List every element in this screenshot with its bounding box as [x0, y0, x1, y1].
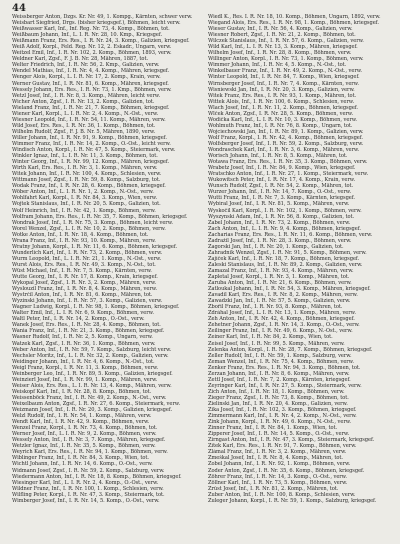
casualty-entry: Weissberger Anton, Dzgs. Kr. Nr. 49, 1. Kompg., Kärnten, schwer verw. — [12, 14, 193, 20]
casualty-entry: Weixelbaum Anton, Zgsf., I. R. Nr. 27, 6. Komp., Steiermark, verw. — [12, 401, 181, 407]
casualty-entry: Zavadil Karl, Ers. Res., I. R. Nr. 8, 2. Komp., Mähren, verw. — [208, 292, 358, 299]
casualty-entry: Wilhelm Rudolf, Zgsf., F. J. B. Nr. 5, Mähren, 1890, verw. — [12, 128, 156, 135]
casualty-entry: Welter Friedrich, Inf., I. R. Nr. 56, 2. Kmp., Galizien, verw. — [12, 62, 160, 69]
casualty-entry: Zobel Johann, Inf., I. R. Nr. 92, 1. Komp., Böhmen, verw. — [208, 461, 351, 468]
casualty-entry: Wilczek Stanislaus, Inf., I. R. Nr. 57, 6. Komp., Galizien, verw. — [208, 38, 364, 45]
casualty-entry: Winkler Ignaz, Inf., L. I. R. Nr. 11, 3. Komp., Böhmen, tot. — [12, 153, 158, 160]
casualty-entry: Wurm Leopold, Inf., L. I. R. Nr. 21, 1. Komp., N.-Öst., verw. — [12, 255, 162, 262]
casualty-entry: Zöllner Karl, Inf., I. R. Nr. 73, 5. Komp., Böhmen, verw. — [208, 479, 348, 486]
casualty-entry: Zoder Anton, Zgsf., I. R. Nr. 35, 6. Komp., Böhmen, kriegsgef. — [208, 467, 365, 474]
casualty-entry: Wildner Franz, Inf., I. R. Nr. 100, 1. Komp., Schlesien, verw. — [12, 485, 164, 492]
casualty-entry: Weigl Franz, Korpl., I. R. Nr. 11, 3. Komp., Böhmen, verw. — [12, 364, 159, 371]
casualty-entry: Zielinski Jan, Inf., I. R. Nr. 20, 4. Komp., Galizien, verw. — [208, 401, 348, 407]
casualty-entry: Wotawa Franz, Ers. Res., I. R. Nr. 35, 3. Komp., Böhmen, verw. — [208, 159, 368, 166]
casualty-entry: Wiesinger Karl, Inf., L. I. R. Nr. 2, 4. Komp., O.-Öst., verw. — [12, 479, 159, 486]
casualty-entry: Weizmann Josef, Inf., I. R. Nr. 20, 3. Komp., Galizien, kriegsgef. — [12, 407, 173, 414]
casualty-entry: Weidinger Johann, Inf., I. R. Nr. 4, 6. Komp., N.-Öst., tot. — [12, 358, 155, 365]
casualty-entry: Wunderlich Karl, Inf., I. R. Nr. 73, 2. Komp., Böhmen, verw. — [12, 249, 163, 256]
casualty-entry: Wyszynski Adam, Inf., I. R. Nr. 56, 8. Komp., Galizien, tot. — [208, 213, 355, 220]
casualty-entry: Wojtek Stanislaus, Inf., I. R. Nr. 20, 5. Komp., Galizien, tot. — [12, 201, 161, 208]
casualty-entry: Zeyringer Karl, Inf., I. R. Nr. 27, 5. Komp., Steiermark, verw. — [208, 382, 362, 389]
casualty-entry: Wohlfahrt Karl, Korpl., I. R. Nr. 84, 3. Komp., Wien, verw. — [12, 195, 158, 202]
casualty-entry: Zapletal Josef, Korpl., I. R. Nr. 3, 1. Komp., Mähren, tot. — [208, 274, 350, 281]
casualty-entry: Weyrich Karl, Ers. Res., I. R. Nr. 94, 1. Komp., Böhmen, verw. — [12, 449, 168, 456]
casualty-entry: Wiener Karl, Korpl., L. I. R. Nr. 2, 4. Komp., N.-Öst., verw. — [12, 110, 159, 117]
casualty-entry: Zeisel Josef, Inf., I. R. Nr. 99, 5. Komp., Mähren, verw. — [208, 340, 345, 347]
casualty-entry: Zimmermann Karl, Inf., I. R. Nr. 4, 2. Komp., N.-Öst., verw. — [208, 413, 357, 420]
casualty-entry: Zika Josef, Inf., I. R. Nr. 102, 3. Komp., Böhmen, kriegsgef. — [208, 407, 357, 414]
casualty-entry: Wukowitsch Peter, Inf., I. R. Nr. 17, 4. Komp., Krain, verw. — [208, 177, 356, 184]
casualty-entry: Wurzer Johann, Inf., I. R. Nr. 14, 7. Komp., O.-Öst., verw. — [208, 189, 352, 196]
casualty-entry: Wystrčil Anton, Inf., I. R. Nr. 81, 6. Komp., Mähren, tot. — [12, 292, 153, 299]
casualty-entry: Wilhelm Josef, Inf., I. R. Nr. 28, 8. Komp., Böhmen, verw. — [208, 50, 352, 57]
casualty-entry: Zipperer Josef, Inf., I. R. Nr. 14, 5. Komp., O.-Öst., verw. — [208, 431, 350, 438]
casualty-entry: Wagner Ludwig, Korpl., I. R. Nr. 98, 1. Komp., Böhmen, kriegsgef. — [12, 304, 180, 311]
casualty-entry: Witek Franz, Ers. Res., I. R. Nr. 93, 1. Komp., Mähren, tot. — [208, 92, 357, 99]
casualty-entry: Wessely Johann, Ers. Res., I. R. Nr. 73, 1. Kmp., Böhmen, verw. — [12, 86, 172, 93]
casualty-entry: Zettl Josef, Inf., I. R. Nr. 7, 2. Komp., Kärnten, kriegsgef. — [208, 376, 351, 383]
casualty-entry: Wild Josef, Ers. Res., I. R. Nr. 36, 1. Komp., Böhmen, tot. — [12, 122, 156, 129]
casualty-entry: Wittek Alois, Inf., I. R. Nr. 100, 6. Komp., Schlesien, verw. — [208, 98, 355, 105]
casualty-entry: Widmann Josef, Zgsf., I. R. Nr. 59, 2. Komp., Salzburg, verw. — [12, 467, 165, 474]
casualty-entry: Waltl Peter, Inf., I. R. Nr. 14, 2. Komp., O.-Öst., verw. — [12, 316, 145, 323]
casualty-entry: Wondrak Josef, Inf., I. R. Nr. 75, 3. Komp., Böhmen, leicht verw. — [12, 219, 173, 226]
casualty-entry: Zrůst Josef, Inf., I. R. Nr. 81, 2. Komp., Mähren, tot. — [208, 485, 339, 492]
casualty-entry: Zach Anton, Inf., L. I. R. Nr. 9, 4. Komp., Böhmen, kriegsgef. — [208, 225, 361, 232]
casualty-entry: Watzek Karl, Zgsf., I. R. Nr. 36, 1. Komp., Böhmen, verw. — [12, 340, 156, 347]
casualty-entry: Wania Franz, Inf., I. R. Nr. 21, 3. Komp., Böhmen, kriegsgef. — [12, 328, 165, 335]
casualty-entry: Zajíček Karl, Inf., I. R. Nr. 18, 7. Komp., Böhmen, kriegsgef. — [208, 255, 360, 262]
casualty-entry: Zuber Anton, Inf., I. R. Nr. 100, 8. Komp., Schlesien, verw. — [208, 491, 356, 498]
casualty-entry: Wutti Franz, Inf., I. R. Nr. 7, 3. Komp., Kärnten, kriegsgef. — [208, 195, 355, 202]
casualty-entry: Wendel Mathias, Inf., I. R. Nr. 4, 4. Komp., Mähren, kriegsgef. — [12, 68, 170, 75]
casualty-entry: Wurst Alois, Ers. Res., I. R. Nr. 49, 3. Komp., N.-Öst., tot. — [12, 261, 156, 268]
casualty-entry: Wittmann Josef, Zgsf., I. R. Nr. 59, 8. Komp., Salzburg, tot. — [12, 177, 161, 184]
casualty-entry: Wrana Franz, Inf., I. R. Nr. 93, 10. Komp., Mähren, verw. — [12, 237, 156, 244]
casualty-entry: Zeiner Karl, Inf., I. R. Nr. 84, 2. Komp., Wien, tot. — [208, 334, 333, 341]
casualty-entry: Zuleger Johann, Korpl., I. R. Nr. 59, 1. Komp., Salzburg, kriegsgef. — [208, 497, 377, 504]
casualty-entry: Zaruba Anton, Inf., I. R. Nr. 21, 6. Komp., Böhmen, verw. — [208, 280, 352, 287]
casualty-entry: Wolf Heinrich, Inf., I. R. Nr. 42, 1. Komp., Böhmen, verw. — [12, 207, 156, 214]
casualty-entry: Wicher Anton, Zgsf., I. R. Nr. 13, 2. Komp., Galizien, tot. — [12, 98, 155, 105]
casualty-entry: Wrabetz Josef, Inf., I. R. Nr. 84, 9. Komp., Wien, kriegsgef. — [208, 165, 356, 172]
page-number: 44 — [12, 3, 26, 14]
casualty-entry: Wiesner Leopold, Inf., I. R. Nr. 54, 11. Komp., Mähren, verw. — [12, 116, 166, 123]
casualty-entry: Wieland Franz, Inf., I. R. Nr. 21, 7. Komp., Böhmen, kriegsgef. — [12, 104, 170, 111]
casualty-entry: Weinzierl Josef, Inf., I. R. Nr. 99, 1. Komp., Mähren, verw. — [12, 376, 158, 383]
casualty-entry: Weldner Karl, Zgsf., F. J. B. Nr. 28, Mähren, 1887, tot. — [12, 56, 149, 63]
casualty-entry: Wojciechowski Jan, Inf., I. R. Nr. 89, 1. Komp., Galizien, verw. — [208, 128, 364, 135]
casualty-entry: Worisch Johann, Inf., I. R. Nr. 8, 5. Komp., Mähren, tot. — [208, 153, 348, 160]
casualty-entry: Willer Johann, Inf., I. R. Nr. 91, 9. Komp., Böhmen, kriegsgef. — [12, 134, 167, 141]
casualty-entry: Zatloukal Johann, Inf., I. R. Nr. 54, 3. Komp., Mähren, kriegsgef. — [208, 286, 371, 293]
casualty-entry: Wotke Anton, Inf., I. R. Nr. 18, 4. Komp., Böhmen, tot. — [12, 231, 149, 238]
casualty-entry: Zerzan Johann, Inf., I. R. Nr. 8, 6. Komp., Mähren, verw. — [208, 370, 350, 377]
casualty-entry: Zink Johann, Korpl., I. R. Nr. 49, 6. Komp., N.-Öst., verw. — [208, 419, 351, 426]
casualty-entry: Wyzinski Johann, Inf., I. R. Nr. 57, 3. Komp., Galizien, verw. — [12, 298, 163, 305]
casualty-entry: Wöber Anton, Inf., L. I. R. Nr. 1, 2. Komp., N.-Öst., verw. — [12, 189, 154, 196]
casualty-entry: Wirth Karl, Ers. Res., I. R. Nr. 3, 1. Komp., Mähren, verw. — [12, 165, 158, 172]
casualty-entry: Zehetner Johann, Zgsf., I. R. Nr. 14, 3. Komp., O.-Öst., verw. — [208, 322, 360, 329]
casualty-entry: Wodička Karl, Inf., L. I. R. Nr. 10, 3. Komp., Böhmen, verw. — [208, 116, 357, 123]
casualty-entry: Zaleski Stanislaus, Inf., I. R. Nr. 89, 2. Komp., Galizien, verw. — [208, 261, 363, 268]
casualty-entry: Zeller Rudolf, Inf., I. R. Nr. 59, 1. Komp., Salzburg, verw. — [208, 352, 352, 359]
casualty-entry: Weisbart Siegfried, Drgs. (bisher kriegsgef.), Böhmen, leicht verw. — [12, 20, 181, 27]
casualty-entry: Zinner Franz, Inf., I. R. Nr. 84, 1. Komp., Wien, tot. — [208, 425, 338, 432]
casualty-entry: Wenzel Franz, Korpl., I. R. Nr. 73, 4. Komp., Böhmen, tot. — [12, 425, 158, 432]
casualty-entry: Wetzl Josef, Inf., I. R. Nr. 8, 3. Komp., Mähren, leicht verw. — [12, 92, 161, 99]
casualty-entry: Wendt Karl, Inf., I. R. Nr. 42, 9. Komp., Böhmen, verw. — [12, 419, 150, 426]
casualty-entry: Zeh Anton, Inf., I. R. Nr. 42, 4. Komp., Böhmen, kriegsgef. — [208, 316, 355, 323]
casualty-entry: Zdráhal Josef, Inf., L. I. R. Nr. 13, 1. Komp., Mähren, verw. — [208, 310, 356, 317]
casualty-entry: Wykopal Josef, Zgsf., I. R. Nr. 3, 2. Komp., Mähren, verw. — [12, 280, 157, 287]
casualty-entry: Welzl Rudolf, Inf., I. R. Nr. 54, 1. Komp., Mähren, verw. — [12, 413, 152, 420]
casualty-entry: Wisniewski Jan, Inf., I. R. Nr. 20, 3. Komp., Galizien, verw. — [208, 86, 355, 93]
casualty-entry: Wessely Anton, Inf., I. R. Nr. 3, 7. Komp., Mähren, kriegsgef. — [12, 437, 166, 444]
casualty-entry: Wolf Franz, Korpl., I. R. Nr. 42, 4. Komp., Böhmen, kriegsgef. — [208, 134, 363, 141]
casualty-entry: Wichtl Johann, Inf., I. R. Nr. 14, 6. Komp., O.-Öst., verw. — [12, 461, 153, 468]
casualty-entry: Zacharias Franz, Ers. Res., I. R. Nr. 11, 6. Komp., Böhmen, verw. — [208, 231, 373, 238]
casualty-entry: Worel Wenzel, Zgsf., L. I. R. Nr. 10, 2. Komp., Böhmen, verw. — [12, 225, 166, 232]
casualty-entry: Weiser Alois, Ers. Res., L. I. R. Nr. 13, 4. Komp., Mähren, verw. — [12, 382, 172, 389]
casualty-entry: Weinberger Leo, Inf., I. R. Nr. 89, 5. Komp., Galizien, kriegsgef. — [12, 370, 173, 377]
casualty-entry: Zelenka Anton, Korpl., I. R. Nr. 28, 7. Komp., Böhmen, kriegsgef. — [208, 346, 373, 353]
casualty-entry: Wiegand Alois, Ers. Res., I. R. Nr. 98, 1. Komp., Böhmen, kriegsgef. — [208, 20, 379, 27]
casualty-entry: Wetzler Ignaz, Inf., I. R. Nr. 35, 5. Komp., Böhmen, verw. — [12, 443, 156, 450]
casualty-entry: Winter Georg, Inf., I. R. Nr. 99, 12. Komp., Mähren, kriegsgef. — [12, 159, 170, 166]
casualty-entry: Wlach Josef, Inf., I. R. Nr. 11, 2. Komp., Böhmen, kriegsgef. — [208, 104, 359, 111]
casualty-entry: Zítek Karl, Ers. Res., I. R. Nr. 91, 7. Komp., Böhmen, verw. — [208, 443, 357, 450]
casualty-entry: Wondraschek Karl, Inf., I. R. Nr. 3, 6. Komp., Mähren, verw. — [208, 147, 360, 154]
casualty-entry: Weißbaum Johann, Inf., L. I. R. Nr. 28, 10. Kmp., Kriegsgef. — [12, 32, 163, 39]
casualty-entry: Zagorski Jan, Inf., I. R. Nr. 20, 1. Komp., Galizien, tot. — [208, 243, 344, 250]
casualty-entry: Zmeškal Josef, Inf., I. R. Nr. 8, 4. Komp., Mähren, tot. — [208, 455, 343, 462]
casualty-entry: Weissenböck Franz, Inf., I. R. Nr. 49, 2. Komp., N.-Öst., verw. — [12, 394, 167, 401]
casualty-entry: Wlček Anton, Zgsf., I. R. Nr. 28, 5. Komp., Böhmen, verw. — [208, 110, 354, 117]
casualty-entry: Wiblinger Franz, Inf., I. R. Nr. 84, 3. Komp., Wien, tot. — [12, 455, 149, 462]
casualty-entry: Zeilinger Franz, Inf., I. R. Nr. 49, 6. Komp., N.-Öst., verw. — [208, 328, 353, 335]
casualty-entry: Zadražil Josef, Inf., I. R. Nr. 28, 3. Komp., Böhmen, verw. — [208, 237, 352, 244]
casualty-entry: Wieser Gustav, Inf., I. R. Nr. 56, 4. Komp., Galizien, verw. — [208, 26, 353, 33]
casualty-entry: Werner Gustav, Inf., I. R. Nr. 81, 6. Komp., Mähren, kriegsgef. — [12, 80, 169, 87]
casualty-entry: Wunsch Rudolf, Zgsf., I. R. Nr. 54, 2. Komp., Mähren, tot. — [208, 183, 354, 190]
casualty-entry: Willinger Anton, Korpl., I. R. Nr. 73, 1. Komp., Böhmen, verw. — [208, 56, 364, 63]
casualty-entry: Zbořil Franz, Inf., I. R. Nr. 93, 8. Komp., Mähren, tot. — [208, 304, 343, 311]
casualty-entry: Weiskopf Karl, Inf., I. R. Nr. 28, 8. Komp., Böhmen, tot. — [12, 388, 152, 395]
casualty-entry: Wodak Franz, Inf., I. R. Nr. 28, 6. Komp., Böhmen, kriegsgef. — [12, 183, 166, 190]
casualty-entry: Witek Johann, Inf., I. R. Nr. 100, 4. Komp., Schlesien, verw. — [12, 171, 162, 178]
casualty-entry: Wilfling Peter, Korpl., I. R. Nr. 47, 3. Komp., Steiermark, tot. — [12, 491, 165, 498]
casualty-entry: Zieger Franz, Zgsf., I. R. Nr. 73, 8. Komp., Böhmen, tot. — [208, 394, 349, 401]
casualty-entry: Weißmann Franz, Ers. Res., I. R. Nr. 24, 3. Komp., Galizien, kriegsgef. — [12, 38, 190, 45]
casualty-entry: Wyslouzil Franz, Inf., I. R. Nr. 8, 4. Komp., Mähren, verw. — [12, 286, 158, 293]
casualty-entry: Wenger Alois, Korpl., L. I. R. Nr. 17, 2. Komp., Krain, verw. — [12, 74, 161, 81]
casualty-entry: Winkelbauer Franz, Inf., I. R. Nr. 49, 2. Komp., N.-Öst., verw. — [208, 68, 362, 75]
casualty-entry: Zahradnik Wenzel, Zgsf., I. R. Nr. 91, 5. Komp., Böhmen, verw. — [208, 249, 367, 256]
casualty-entry: Zirngast Anton, Inf., I. R. Nr. 47, 3. Komp., Steiermark, kriegsgef. — [208, 437, 375, 444]
casualty-entry: Wimmer Johann, Inf., I. R. Nr. 4, 5. Komp., N.-Öst., tot. — [208, 62, 347, 69]
casualty-entry: Wasner Rudolf, Inf., I. R. Nr. 2, 5. Komp., Ungarn, verw. — [12, 334, 153, 341]
casualty-entry: Wechsler Moritz, Inf., L. I. R. Nr. 32, 2. Komp., Galizien, verw. — [12, 352, 169, 359]
casualty-entry: Wolfram Johann, Ers. Res., I. R. Nr. 35, 7. Komp., Böhmen, kriegsgef. — [12, 213, 188, 220]
casualty-entry: Weiß Adolf, Korpl., Feld. Reg. Nr. 12, 2. Eskadr., Ungarn, verw. — [12, 44, 172, 51]
casualty-entry: Wild Karl, Inf., L. I. R. Nr. 13, 3. Komp., Mähren, kriegsgef. — [208, 44, 358, 51]
casualty-entry: Wratny Johann, Korpl., I. R. Nr. 11, 6. Komp., Böhmen, kriegsgef. — [12, 243, 178, 250]
casualty-entry: Zamazal Franz, Inf., I. R. Nr. 93, 4. Komp., Mähren, verw. — [208, 267, 354, 274]
casualty-entry: Wimberger Josef, Inf., I. R. Nr. 14, 5. Komp., O.-Öst., verw. — [12, 497, 160, 504]
casualty-entry: Zlámal Franz, Inf., I. R. Nr. 3, 2. Komp., Mähren, verw. — [208, 449, 347, 456]
casualty-entry: Weißwasser Karl, Inf., Inf. Reg. Nr. 73, 4. Komp., Böhmen, tot. — [12, 26, 170, 33]
casualty-entry: Windisch Anton, Korpl., I. R. Nr. 47, 5. Komp., Steiermark, verw. — [12, 147, 176, 154]
left-column — [12, 14, 198, 540]
casualty-entry: Wirnsberger Josef, Inf., I. R. Nr. 7, 4. Komp., Kärnten, verw. — [208, 80, 359, 87]
casualty-entry: Wutte Georg, Inf., I. R. Nr. 17, 8. Komp., Krain, kriegsgef. — [12, 274, 158, 281]
casualty-entry: Wanek Josef, Ers. Res., I. R. Nr. 28, 4. Komp., Böhmen, tot. — [12, 322, 161, 329]
casualty-entry: Wybiral Josef, Inf., I. R. Nr. 81, 5. Komp., Mähren, verw. — [208, 201, 350, 208]
casualty-entry: Wiedermann Anton, Inf., I. R. Nr. 18, 8. Komp., Böhmen, kriegsgef. — [12, 473, 182, 480]
casualty-entry: Walter Emil, Inf., L. I. R. Nr. 6, 9. Komp., Böhmen, verw. — [12, 310, 154, 317]
casualty-entry: Wüst Michael, Inf., I. R. Nr. 7, 5. Komp., Kärnten, verw. — [12, 267, 152, 274]
casualty-entry: Weitzel Emil, Inf., I. R. Nr. 102, 2. Komp., Böhmen, 1893, verw. — [12, 50, 172, 57]
casualty-entry: Wimmer Franz, Inf., I. R. Nr. 14, 2. Komp., O.-Öst., leicht verw. — [12, 140, 171, 147]
casualty-entry: Zich Anton, Inf., I. R. Nr. 18, 1. Komp., Böhmen, verw. — [208, 388, 345, 395]
casualty-entry: Wyskočil Karl, Korpl., I. R. Nr. 102, 1. Komp., Böhmen, verw. — [208, 207, 362, 214]
columns-container — [12, 14, 394, 540]
casualty-entry: Wiesner Robert, Zgsf., I. R. Nr. 21, 2. Komp., Böhmen, tot. — [208, 32, 356, 39]
casualty-entry: Weber Anton, Inf., I. R. Nr. 59, 7. Komp., Salzburg, leicht verw. — [12, 346, 172, 353]
casualty-entry: Wratschko Anton, Inf., I. R. Nr. 27, 1. Komp., Steiermark, verw. — [208, 171, 369, 178]
casualty-entry: Zöhrer Franz, Inf., I. R. Nr. 14, 3. Komp., O.-Öst., verw. — [208, 473, 347, 480]
casualty-entry: Wolfsberger Josef, Inf., I. R. Nr. 59, 2. Komp., Salzburg, verw. — [208, 140, 364, 147]
casualty-entry: Zabel Johann, Inf., I. R. Nr. 73, 2. Komp., Böhmen, verw. — [208, 219, 351, 226]
casualty-entry: Wohlmuth Franz, Inf., I. R. Nr. 76, 8. Komp., Ungarn, tot. — [208, 122, 353, 129]
casualty-entry: Werner Josef, Inf., L. I. R. Nr. 9, 2. Komp., Böhmen, verw. — [12, 431, 157, 438]
casualty-entry: Zeman Wenzel, Inf., I. R. Nr. 75, 4. Komp., Böhmen, verw. — [208, 358, 354, 365]
right-column — [208, 14, 394, 540]
casualty-entry: Winter Leopold, Inf., I. R. Nr. 84, 7. Komp., Wien, kriegsgef. — [208, 74, 360, 81]
casualty-entry: Zawadzki Jan, Inf., I. R. Nr. 57, 5. Komp., Galizien, verw. — [208, 298, 351, 305]
casualty-entry: Wiedl K., Res. I. R. Nr. 18, 10. Komp., Böhmen, Ungarn, 1892, verw. — [208, 14, 381, 20]
casualty-entry: Zenker Franz, Ers. Res., I. R. Nr. 94, 3. Komp., Böhmen, tot. — [208, 364, 361, 371]
